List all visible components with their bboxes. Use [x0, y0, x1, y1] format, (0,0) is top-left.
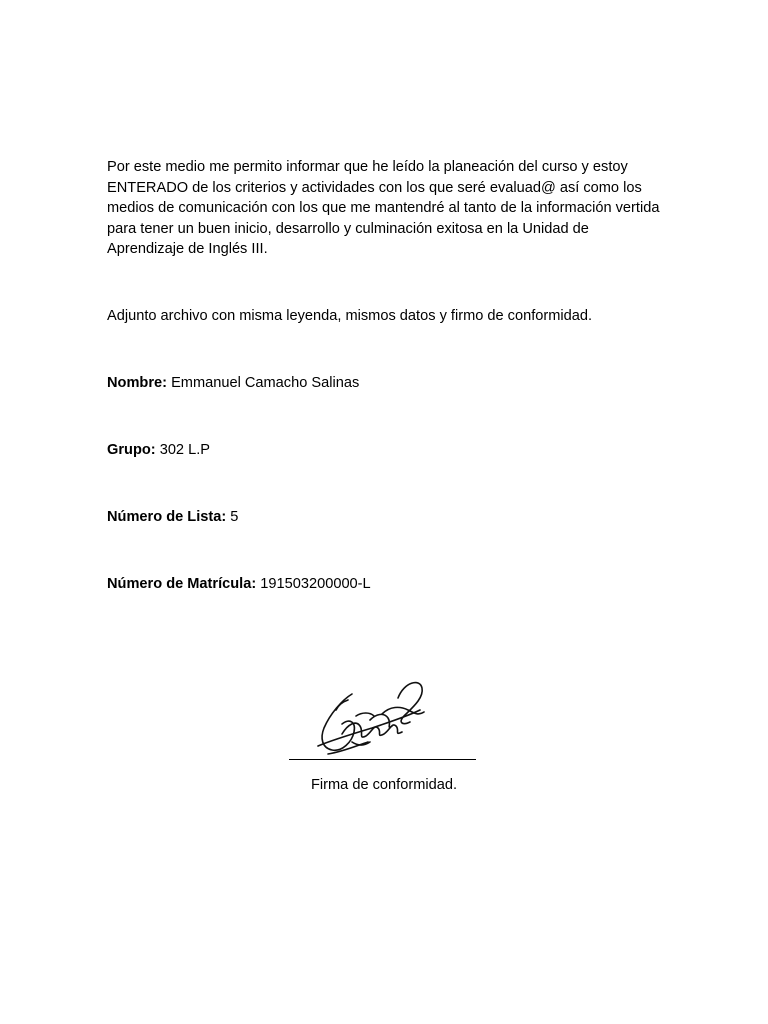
- field-grupo-value: 302 L.P: [159, 442, 211, 458]
- intro-paragraph: Por este medio me permito informar que he leído la planeación del curso y estoy ENTERADO de los criterios y actividades con los que seré evaluad@ así como los medios de comunicación con los que me mantendré al tanto de la información vertida para tener un buen inicio, desarrollo y culminación exitosa en la Unidad de Aprendizaje de Inglés III.: [107, 159, 660, 257]
- handwritten-signature: [312, 676, 428, 758]
- field-numero-lista: [107, 507, 238, 527]
- field-numero-matricula-value: 191503200000-L: [260, 576, 371, 592]
- signature-caption: Firma de conformidad.: [311, 777, 457, 793]
- field-numero-matricula: [107, 574, 371, 594]
- field-grupo: [107, 440, 210, 460]
- signature-line: [289, 759, 476, 760]
- attachment-note: Adjunto archivo con misma leyenda, mismos datos y firmo de conformidad.: [107, 308, 593, 324]
- field-nombre-label: Nombre:: [107, 375, 167, 391]
- field-numero-matricula-label: Número de Matrícula:: [107, 576, 257, 592]
- field-nombre: [107, 373, 359, 393]
- field-nombre-value: Emmanuel Camacho Salinas: [171, 375, 360, 391]
- field-grupo-label: Grupo:: [107, 442, 156, 458]
- field-numero-lista-label: Número de Lista:: [107, 509, 227, 525]
- field-numero-lista-value: 5: [230, 509, 239, 525]
